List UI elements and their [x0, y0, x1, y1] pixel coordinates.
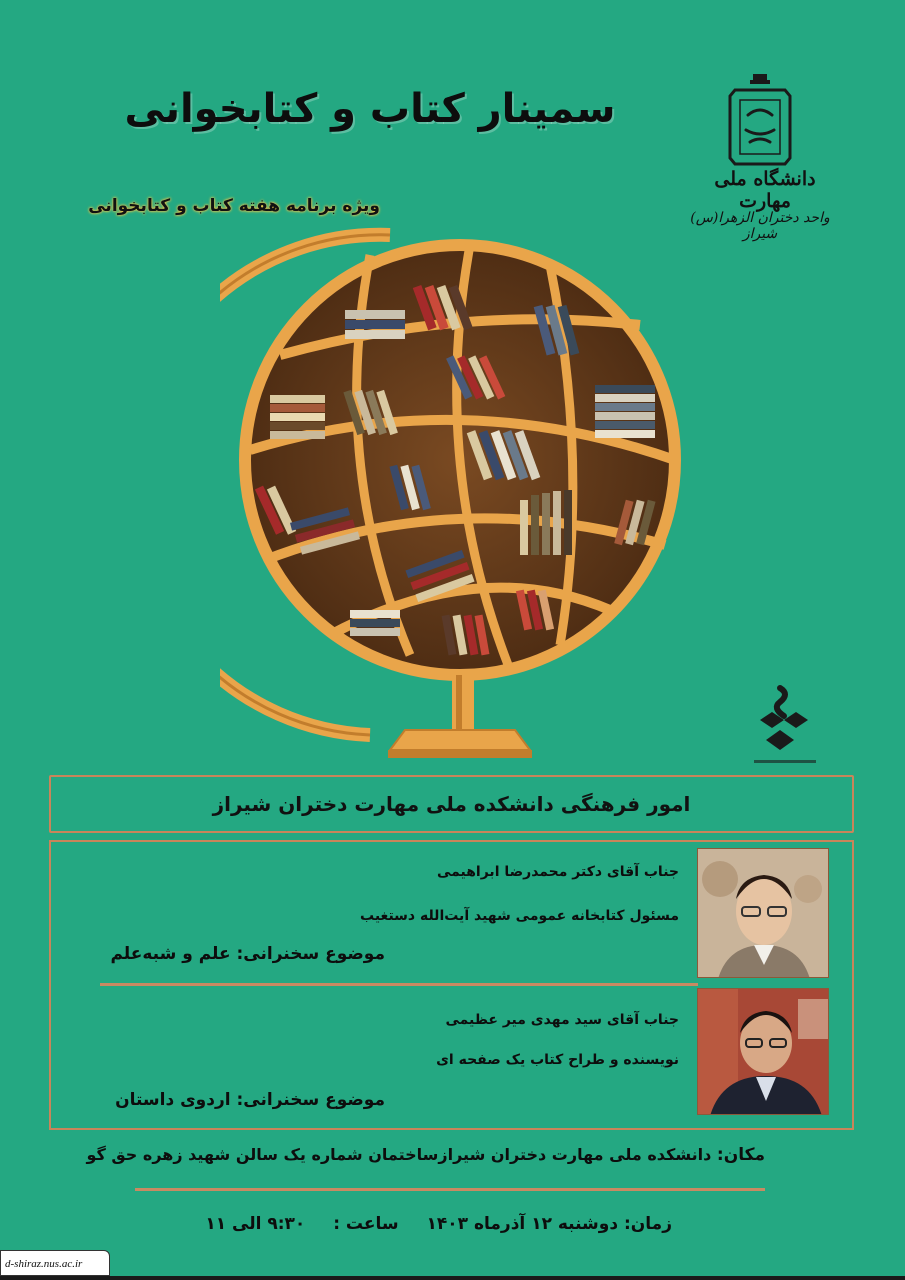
time-label: ساعت : [333, 1214, 399, 1234]
branch-name: واحد دختران الزهرا(س) شیراز [690, 210, 830, 242]
event-time [183, 1214, 672, 1234]
time-value: ۹:۳۰ الی ۱۱ [205, 1214, 306, 1234]
event-place [86, 1145, 765, 1165]
speaker-1-role: مسئول کتابخانه عمومی شهید آیت‌الله دستغیب [360, 908, 679, 924]
event-date: زمان: دوشنبه ۱۲ آذرماه ۱۴۰۳ [426, 1214, 672, 1234]
speaker-1-photo [697, 848, 829, 978]
place-label: مکان: [716, 1145, 765, 1165]
footer-bar [0, 1276, 905, 1280]
university-name: دانشگاه ملی مهارت [714, 168, 816, 212]
place-value: دانشکده ملی مهارت دختران شیرازساختمان شماره یک سالن شهید زهره حق گو [86, 1145, 712, 1164]
globe-bookshelf-illustration [220, 215, 700, 775]
speaker-divider [100, 983, 698, 986]
speaker-1-topic: موضوع سخنرانی: علم و شبه‌علم [110, 944, 385, 964]
organizer-banner: امور فرهنگی دانشکده ملی مهارت دختران شیراز [49, 775, 854, 833]
speaker-2-role: نویسنده و طراح کتاب یک صفحه ای [436, 1052, 679, 1068]
speaker-1-name: جناب آقای دکتر محمدرضا ابراهیمی [436, 864, 679, 880]
association-logo [740, 680, 830, 770]
website-tag: d-shiraz.nus.ac.ir [0, 1250, 110, 1276]
page-subtitle: ویژه برنامه هفته کتاب و کتابخوانی [88, 196, 380, 216]
speaker-2-topic: موضوع سخنرانی: اردوی داستان [115, 1090, 385, 1110]
page-title: سمینار کتاب و کتابخوانی [124, 86, 616, 132]
speaker-2-photo [697, 988, 829, 1115]
place-divider [135, 1188, 765, 1191]
speaker-2-name: جناب آقای سید مهدی میر عظیمی [445, 1012, 679, 1028]
